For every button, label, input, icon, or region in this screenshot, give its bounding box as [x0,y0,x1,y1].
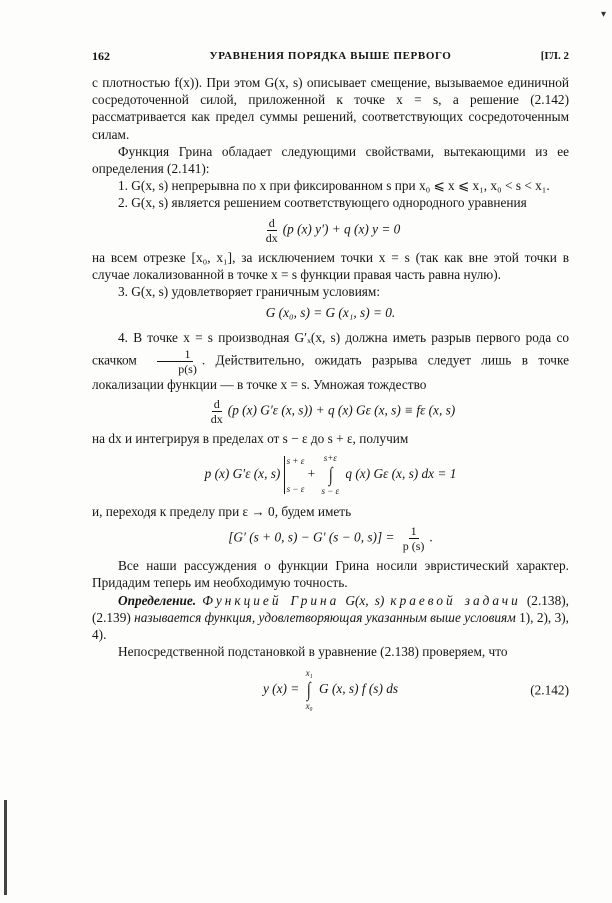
property-1: 1. G(x, s) непрерывна по x при фиксированном s при x₀ ⩽ x ⩽ x₁, x₀ < s < x₁. [118,178,550,194]
definition: Определение. Функцией Грина G(x, s) краевой задачи (2.138), (2.139) называется функция, удовлетворяющая указанным выше условиям 1), 2), 3), 4). [92,592,570,643]
equation-identity: $\frac{d}{dx}$ (p (x) G′ε (x, s)) + q (x) Gε (x, s) ≡ fε (x, s) [210,396,456,426]
equation-integrated: p (x) G′ε (x, s) s + ε s − ε + s+ε ∫ s − ε q (x) Gε (x, s) dx = 1 [204,453,457,497]
fraction: $\frac{d}{dx}$ [265,215,278,245]
integral-sign: s+ε ∫ s − ε [321,453,340,497]
paragraph-2: Функция Грина обладает следующими свойствами, вытекающими из ее определения (2.141): [92,143,569,177]
margin-bar [4,800,7,895]
equation-homogeneous: $\frac{d}{dx}$ (p (x) y′) + q (x) y = 0 [265,215,401,245]
fraction: $\frac{d}{dx}$ [210,396,223,426]
integral-sign: x₁ ∫ x₀ [305,668,313,712]
paragraph-5: и, переходя к пределу при ε → 0, будем иметь [92,504,352,520]
property-4: 4. В точке x = s производная G′ₓ(x, s) должна иметь разрыв первого рода со скачком $\frac{1}{p(s)}$ . Действительно, ожидать разрыва следует лишь в точке локализации функции — в точке x = s. Умножая тождество [92,330,569,392]
page-number: 162 [92,49,110,63]
property-3: 3. G(x, s) удовлетворяет граничным условиям: [118,284,381,300]
equation-jump: [G′ (s + 0, s) − G′ (s − 0, s)] = $\frac{1}{p (s)}$ . [228,524,433,554]
fraction: $\frac{1}{p (s)}$ [402,524,425,554]
fraction: $\frac{1}{p(s)}$ [150,347,199,376]
evaluation-bar: s + ε s − ε [284,456,305,494]
equation-2-142: y (x) = x₁ ∫ x₀ G (x, s) f (s) ds (2.142) [262,668,569,712]
chapter-label: [ГЛ. 2 [540,50,569,62]
text-column [92,74,569,720]
corner-mark: ▾ [600,9,606,20]
paragraph-7: Непосредственной подстановкой в уравнение (2.138) проверяем, что [118,644,508,660]
property-2: 2. G(x, s) является решением соответствующего однородного уравнения [118,195,527,211]
running-title: УРАВНЕНИЯ ПОРЯДКА ВЫШЕ ПЕРВОГО [209,50,452,62]
paragraph-1: с плотностью f(x)). При этом G(x, s) описывает смещение, вызываемое единичной сосредоточенной силой, приложенной к точке x = s, а решение (2.142) рассматривается как предел суммы решений, соответствующих сосредоточенным силам. [92,75,569,142]
running-header [92,48,569,68]
equation-boundary: G (x₀, s) = G (x₁, s) = 0. [265,305,396,321]
equation-number: (2.142) [530,682,569,698]
paragraph-3: на всем отрезке [x₀, x₁], за исключением точки x = s (так как вне этой точки в случае локализованной в точке x = s функции правая часть равна нулю). [92,249,569,282]
paragraph-4: на dx и интегрируя в пределах от s − ε до s + ε, получим [92,430,409,446]
paragraph-6: Все наши рассуждения о функции Грина носили эвристический характер. Придадим теперь им необходимую точность. [92,558,569,591]
